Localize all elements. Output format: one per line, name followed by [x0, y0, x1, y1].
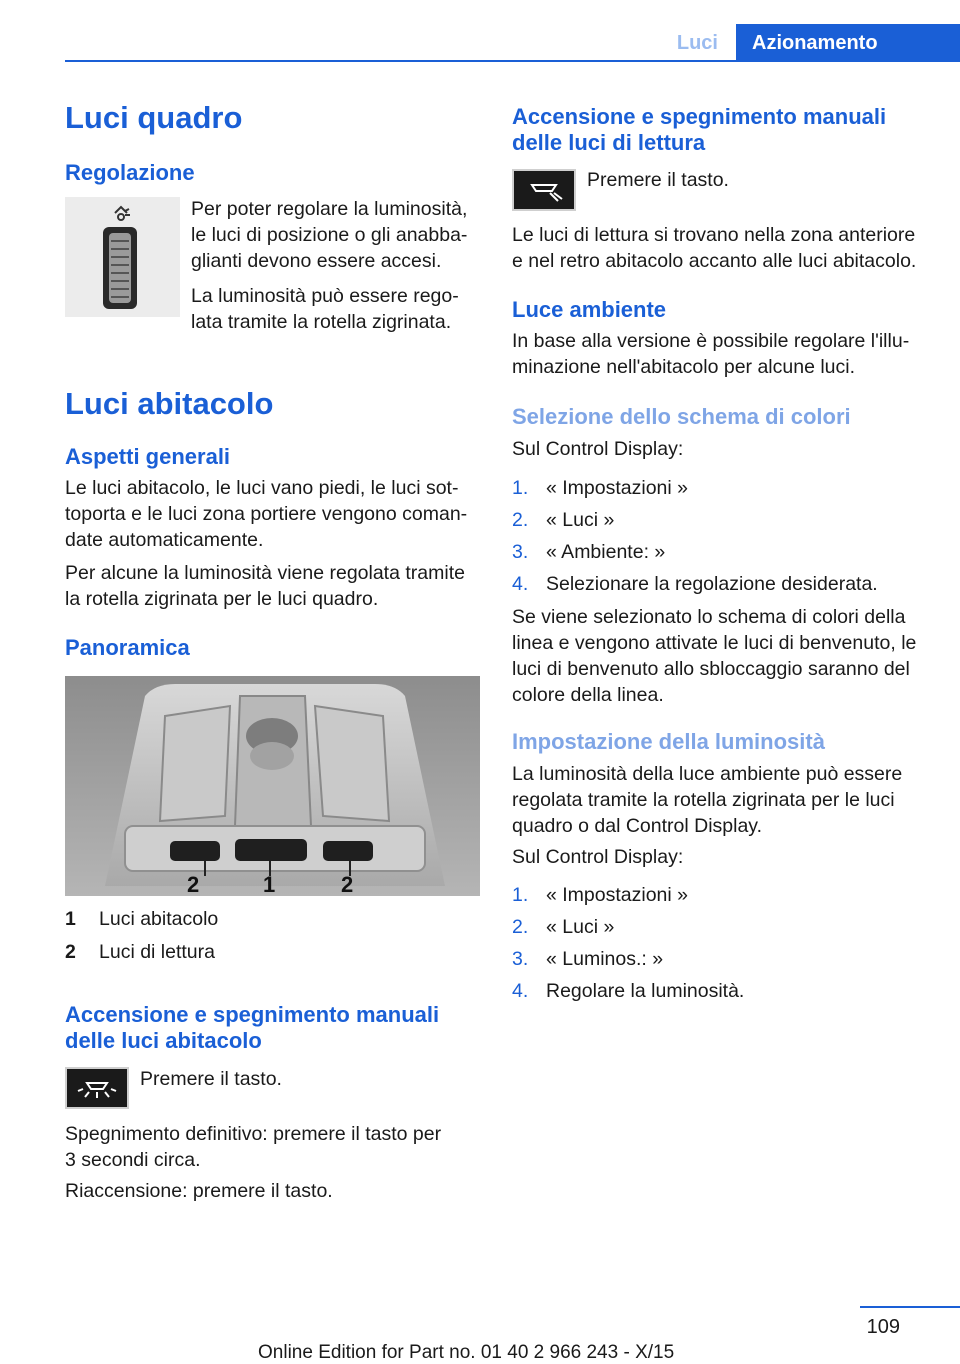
riaccensione-text: Riaccensione: premere il tasto.	[65, 1180, 333, 1202]
schema-step-4: Selezionare la regolazione desiderata.	[546, 573, 878, 595]
schema-step-num-2: 2.	[512, 509, 529, 531]
ambiente-paragraph: In base alla versione è possibile regolare l'illu- minazione nell'abitacolo per alcune luci.	[512, 330, 910, 378]
lum-step-num-1: 1.	[512, 884, 529, 906]
schema-step-1: « Impostazioni »	[546, 477, 688, 499]
manual-abitacolo-heading: Accensione e spegnimento manuali delle luci abitacolo	[65, 1002, 440, 1053]
legend-num-1: 1	[65, 908, 76, 930]
schema-step-num-3: 3.	[512, 541, 529, 563]
press-button-abitacolo: Premere il tasto.	[140, 1068, 282, 1090]
overhead-console-image	[65, 676, 480, 896]
aspetti-generali-heading: Aspetti generali	[65, 444, 231, 469]
luminosita-heading: Impostazione della luminosità	[512, 729, 825, 754]
dimmer-wheel-image	[65, 197, 180, 317]
luminosita-intro: Sul Control Display:	[512, 846, 684, 868]
lum-step-4: Regolare la luminosità.	[546, 980, 745, 1002]
legend-num-2: 2	[65, 941, 76, 963]
regolazione-p2: La luminosità può essere rego- lata tramite la rotella zigrinata.	[191, 285, 459, 333]
press-button-lettura: Premere il tasto.	[587, 169, 729, 191]
legend-text-2: Luci di lettura	[99, 941, 215, 963]
callout-2-right: 2	[341, 872, 354, 896]
reading-light-button-icon	[512, 169, 576, 211]
luci-abitacolo-title: Luci abitacolo	[65, 386, 274, 421]
aspetti-p2: Per alcune la luminosità viene regolata tramite la rotella zigrinata per le luci quadro.	[65, 562, 465, 610]
schema-step-2: « Luci »	[546, 509, 615, 531]
edition-footer: Online Edition for Part no. 01 40 2 966 243 - X/15	[258, 1342, 675, 1363]
callout-2-left: 2	[187, 872, 200, 896]
regolazione-p1: Per poter regolare la luminosità, le luci di posizione o gli anabba- glianti devono essere accesi.	[191, 198, 468, 272]
luminosita-paragraph: La luminosità della luce ambiente può essere regolata tramite la rotella zigrinata per le luci quadro o dal Control Display.	[512, 763, 903, 837]
header-rule	[65, 60, 960, 62]
lum-step-num-3: 3.	[512, 948, 529, 970]
panoramica-heading: Panoramica	[65, 635, 190, 660]
lum-step-2: « Luci »	[546, 916, 615, 938]
luce-ambiente-heading: Luce ambiente	[512, 297, 667, 322]
lettura-paragraph: Le luci di lettura si trovano nella zona anteriore e nel retro abitacolo accanto alle luci abitacolo.	[512, 224, 917, 272]
schema-intro: Sul Control Display:	[512, 438, 684, 460]
lum-step-num-2: 2.	[512, 916, 529, 938]
schema-step-3: « Ambiente: »	[546, 541, 666, 563]
lum-step-3: « Luminos.: »	[546, 948, 664, 970]
callout-1: 1	[263, 872, 276, 896]
header-chapter-label: Azionamento	[736, 24, 960, 62]
header-section-label: Luci	[676, 32, 718, 54]
page-number: 109	[866, 1316, 900, 1338]
aspetti-p1: Le luci abitacolo, le luci vano piedi, le luci sot- toporta e le luci zona portiere vengono coman- date automaticamente.	[65, 477, 468, 551]
manual-lettura-heading: Accensione e spegnimento manuali delle luci di lettura	[512, 104, 887, 155]
spegnimento-text: Spegnimento definitivo: premere il tasto per 3 secondi circa.	[65, 1123, 442, 1171]
regolazione-heading: Regolazione	[65, 160, 195, 185]
legend-text-1: Luci abitacolo	[99, 908, 219, 930]
luci-quadro-title: Luci quadro	[65, 100, 243, 135]
schema-colori-heading: Selezione dello schema di colori	[512, 404, 851, 429]
lum-step-1: « Impostazioni »	[546, 884, 688, 906]
lum-step-num-4: 4.	[512, 980, 529, 1002]
schema-step-num-4: 4.	[512, 573, 529, 595]
interior-light-button-icon	[65, 1067, 129, 1109]
page-number-rule	[860, 1306, 960, 1308]
schema-step-num-1: 1.	[512, 477, 529, 499]
schema-paragraph: Se viene selezionato lo schema di colori della linea e vengono attivate le luci di benvenuto, le luci di benvenuto allo sbloccaggio saranno del colore della linea.	[512, 606, 917, 706]
